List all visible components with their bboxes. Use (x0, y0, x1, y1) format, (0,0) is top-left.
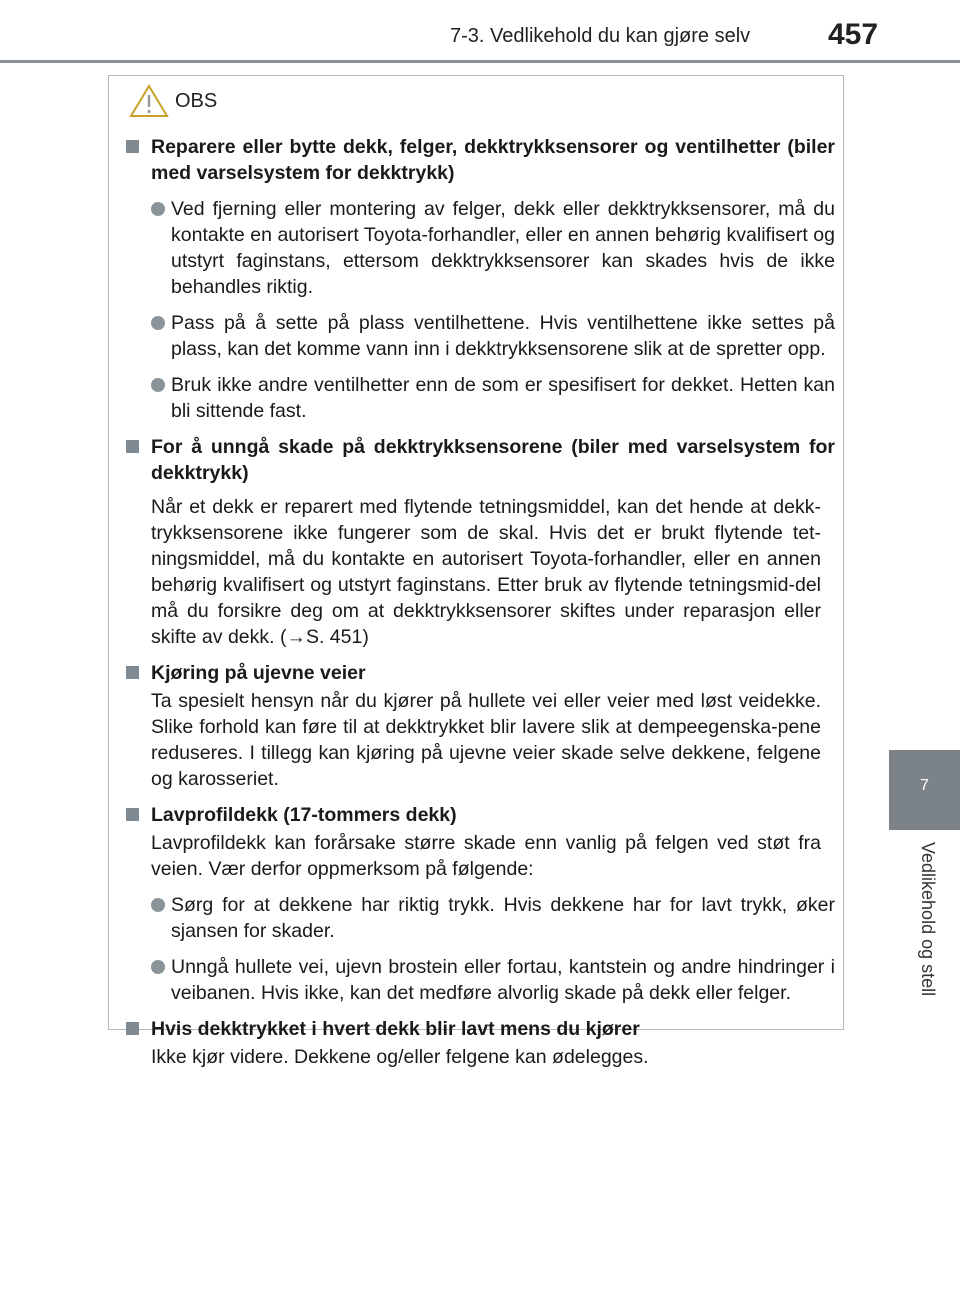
list-item (151, 892, 835, 944)
list-item-text: Unngå hullete vei, ujevn brostein eller fortau, kantstein og andre hindringer i veibanen. Hvis ikke, kan det medføre alvorlig skade på dekk eller felger. (171, 956, 835, 1004)
section-title: Reparere eller bytte dekk, felger, dekktrykksensorer og ventilhetter (biler med varselsystem for dekktrykk) (151, 136, 835, 184)
circle-bullet-icon (151, 960, 165, 974)
section-sensor-damage (123, 434, 835, 650)
list-item-text: Bruk ikke andre ventilhetter enn de som er spesifisert for dekket. Hetten kan bli sittende fast. (171, 374, 835, 422)
square-bullet-icon (126, 808, 139, 821)
chapter-number: 7 (920, 777, 929, 794)
section-text: Lavprofildekk kan forårsake større skade enn vanlig på felgen ved støt fra veien. Vær derfor oppmerksom på følgende: (151, 832, 821, 880)
section-text: Ta spesielt hensyn når du kjører på hullete vei eller veier med løst veidekke. Slike forhold kan føre til at dekktrykket blir lavere slik at dempeegenska-pene reduseres. I tillegg kan kjøring på ujevne veier skade selve dekkene, felgene og karosseriet. (151, 690, 821, 790)
section-rough-roads (123, 660, 835, 792)
circle-bullet-icon (151, 378, 165, 392)
square-bullet-icon (126, 440, 139, 453)
section-title: For å unngå skade på dekktrykksensorene (biler med varselsystem for dekktrykk) (151, 436, 835, 484)
list-item (151, 310, 835, 362)
header-divider (0, 60, 960, 63)
section-title: Hvis dekktrykket i hvert dekk blir lavt mens du kjører (151, 1018, 640, 1040)
chapter-tab (889, 750, 960, 830)
list-item-text: Pass på å sette på plass ventilhettene. Hvis ventilhettene ikke settes på plass, kan det komme vann inn i dekktrykksensorene slik at de spretter opp. (171, 312, 835, 360)
page-number: 457 (828, 18, 879, 51)
list-item (151, 954, 835, 1006)
list-item-text: Sørg for at dekkene har riktig trykk. Hvis dekkene har for lavt trykk, øker sjansen for skader. (171, 894, 835, 942)
warning-triangle-icon (129, 84, 169, 118)
chapter-label: Vedlikehold og stell (918, 842, 938, 997)
caution-content (123, 134, 835, 1076)
section-title: Lavprofildekk (17-tommers dekk) (151, 804, 457, 826)
circle-bullet-icon (151, 898, 165, 912)
section-tire-repair (123, 134, 835, 424)
section-text: Når et dekk er reparert med flytende tetningsmiddel, kan det hende at dekk-trykksensorene ikke fungerer som de skal. Hvis det er brukt flytende tet-ningsmiddel, må du kontakte en autorisert Toyota-forhandler, eller en annen behørig kvalifisert og utstyrt faginstans. Etter bruk av flytende tetningsmid-del må du forsikre deg om at dekktrykksensorer skiftes under reparasjon eller skifte av dekk. (→S. 451) (151, 496, 821, 648)
circle-bullet-icon (151, 202, 165, 216)
section-low-pressure (123, 1016, 835, 1070)
chapter-title: 7-3. Vedlikehold du kan gjøre selv (450, 25, 751, 47)
section-low-profile (123, 802, 835, 1006)
list-item-text: Ved fjerning eller montering av felger, dekk eller dekktrykksensorer, må du kontakte en autorisert Toyota-forhandler, eller en annen behørig kvalifisert og utstyrt faginstans, ettersom dekktrykksensorer kan skades hvis de ikke behandles riktig. (171, 198, 835, 298)
list-item (151, 372, 835, 424)
section-text: Ikke kjør videre. Dekkene og/eller felgene kan ødelegges. (151, 1046, 649, 1068)
circle-bullet-icon (151, 316, 165, 330)
square-bullet-icon (126, 666, 139, 679)
list-item (151, 196, 835, 300)
caution-label: OBS (175, 89, 218, 112)
section-title: Kjøring på ujevne veier (151, 662, 366, 684)
square-bullet-icon (126, 1022, 139, 1035)
square-bullet-icon (126, 140, 139, 153)
caution-box (108, 75, 844, 1068)
caution-header (129, 84, 217, 118)
